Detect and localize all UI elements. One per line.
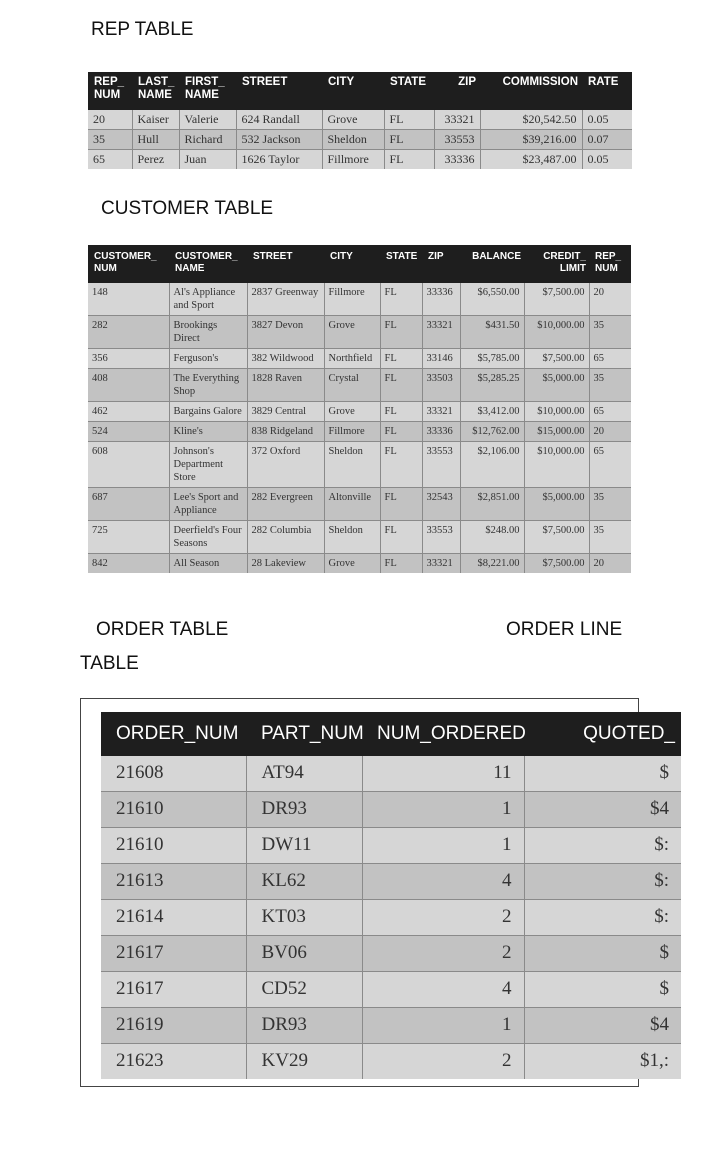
customer-row: [88, 521, 631, 554]
table-cell: Grove: [324, 554, 380, 574]
table-cell: 3827 Devon: [247, 316, 324, 349]
order-line-frame: [80, 698, 675, 1087]
table-cell: Johnson's Department Store: [169, 442, 247, 488]
table-cell: Sheldon: [324, 442, 380, 488]
table-cell: 356: [88, 349, 169, 369]
table-cell: Grove: [322, 110, 384, 130]
table-cell: 33321: [422, 554, 460, 574]
column-header-line: COMMISSION: [502, 76, 578, 88]
order-line-row: [101, 864, 681, 900]
table-cell: 20: [589, 422, 631, 442]
table-cell: 33553: [434, 130, 480, 150]
table-cell: FL: [380, 402, 422, 422]
rep-row: [88, 110, 632, 130]
customer-row: [88, 442, 631, 488]
order-line-header-row: [101, 712, 681, 756]
table-cell: 21610: [101, 792, 246, 828]
table-cell: Kaiser: [132, 110, 179, 130]
column-header-line: LAST_: [138, 76, 175, 88]
column-header-line: CUSTOMER_: [94, 251, 157, 262]
table-cell: $12,762.00: [460, 422, 524, 442]
column-header: [169, 245, 247, 283]
table-cell: 21614: [101, 900, 246, 936]
table-cell: 608: [88, 442, 169, 488]
column-header: [422, 245, 460, 283]
table-cell: $15,000.00: [524, 422, 589, 442]
column-header: [480, 72, 582, 110]
table-cell: 1: [362, 792, 524, 828]
table-cell: $6,550.00: [460, 283, 524, 316]
table-cell: 282 Columbia: [247, 521, 324, 554]
rep-header-row: [88, 72, 632, 110]
table-cell: $7,500.00: [524, 349, 589, 369]
table-cell: 21610: [101, 828, 246, 864]
column-header-line: STATE: [390, 76, 426, 88]
table-cell: $248.00: [460, 521, 524, 554]
table-cell: 532 Jackson: [236, 130, 322, 150]
table-cell: $5,285.25: [460, 369, 524, 402]
table-cell: FL: [380, 554, 422, 574]
table-cell: 65: [589, 402, 631, 422]
table-cell: 372 Oxford: [247, 442, 324, 488]
table-cell: Northfield: [324, 349, 380, 369]
table-cell: $20,542.50: [480, 110, 582, 130]
table-cell: Al's Appliance and Sport: [169, 283, 247, 316]
table-cell: Deerfield's Four Seasons: [169, 521, 247, 554]
table-cell: 21623: [101, 1044, 246, 1080]
table-cell: $5,785.00: [460, 349, 524, 369]
table-cell: AT94: [246, 756, 362, 792]
table-cell: $39,216.00: [480, 130, 582, 150]
table-cell: KT03: [246, 900, 362, 936]
rep-row: [88, 150, 632, 170]
column-header-line: NAME: [175, 263, 205, 274]
table-cell: 20: [589, 554, 631, 574]
table-cell: $5,000.00: [524, 369, 589, 402]
table-cell: 1: [362, 1008, 524, 1044]
table-cell: Fillmore: [324, 283, 380, 316]
table-cell: 382 Wildwood: [247, 349, 324, 369]
column-header-line: CREDIT_: [543, 251, 586, 262]
column-header-line: BALANCE: [472, 251, 521, 262]
column-header-line: CITY: [330, 251, 353, 262]
customer-row: [88, 402, 631, 422]
column-header-line: FIRST_: [185, 76, 225, 88]
column-header: [247, 245, 324, 283]
table-cell: FL: [380, 521, 422, 554]
table-cell: 842: [88, 554, 169, 574]
table-cell: DR93: [246, 792, 362, 828]
table-cell: Brookings Direct: [169, 316, 247, 349]
order-line-row: [101, 1044, 681, 1080]
table-cell: $: [524, 972, 681, 1008]
table-cell: 33321: [422, 402, 460, 422]
table-cell: FL: [380, 349, 422, 369]
table-cell: FL: [380, 442, 422, 488]
table-cell: 2: [362, 936, 524, 972]
table-cell: FL: [380, 488, 422, 521]
customer-row: [88, 349, 631, 369]
table-cell: 65: [589, 349, 631, 369]
column-header-line: NUM: [94, 263, 117, 274]
order-line-table: [101, 712, 681, 1079]
table-cell: Juan: [179, 150, 236, 170]
table-cell: $:: [524, 828, 681, 864]
table-cell: KL62: [246, 864, 362, 900]
table-cell: 35: [589, 316, 631, 349]
table-cell: 838 Ridgeland: [247, 422, 324, 442]
table-cell: 462: [88, 402, 169, 422]
table-cell: Perez: [132, 150, 179, 170]
table-cell: 282: [88, 316, 169, 349]
table-cell: Altonville: [324, 488, 380, 521]
table-cell: $5,000.00: [524, 488, 589, 521]
rep-table-caption: REP TABLE: [91, 19, 194, 40]
table-cell: 3829 Central: [247, 402, 324, 422]
table-cell: Sheldon: [322, 130, 384, 150]
column-header: [132, 72, 179, 110]
column-header-line: RATE: [588, 76, 619, 88]
table-cell: 33321: [422, 316, 460, 349]
order-line-row: [101, 972, 681, 1008]
column-header: [434, 72, 480, 110]
column-header-line: CUSTOMER_: [175, 251, 238, 262]
table-cell: 624 Randall: [236, 110, 322, 130]
table-cell: $10,000.00: [524, 442, 589, 488]
column-header-line: STATE: [386, 251, 418, 262]
table-cell: DR93: [246, 1008, 362, 1044]
table-caption: TABLE: [80, 653, 139, 674]
table-cell: $4: [524, 1008, 681, 1044]
customer-row: [88, 422, 631, 442]
table-cell: $7,500.00: [524, 554, 589, 574]
table-cell: The Everything Shop: [169, 369, 247, 402]
table-cell: KV29: [246, 1044, 362, 1080]
rep-row: [88, 130, 632, 150]
table-cell: 4: [362, 972, 524, 1008]
table-cell: 11: [362, 756, 524, 792]
column-header-line: NAME: [185, 89, 219, 101]
table-cell: 33336: [422, 422, 460, 442]
table-cell: All Season: [169, 554, 247, 574]
table-cell: 33146: [422, 349, 460, 369]
table-cell: 2: [362, 900, 524, 936]
table-cell: 0.05: [582, 150, 632, 170]
column-header: NUM_ORDERED: [362, 712, 524, 756]
table-cell: 0.05: [582, 110, 632, 130]
column-header: [322, 72, 384, 110]
table-cell: Kline's: [169, 422, 247, 442]
table-cell: Richard: [179, 130, 236, 150]
table-cell: 1: [362, 828, 524, 864]
table-cell: 524: [88, 422, 169, 442]
table-cell: Crystal: [324, 369, 380, 402]
table-cell: 21619: [101, 1008, 246, 1044]
table-cell: $3,412.00: [460, 402, 524, 422]
column-header-line: NUM: [595, 263, 618, 274]
column-header-line: STREET: [242, 76, 288, 88]
table-cell: 20: [589, 283, 631, 316]
table-cell: FL: [384, 130, 434, 150]
column-header-line: ZIP: [458, 76, 476, 88]
table-cell: 33321: [434, 110, 480, 130]
column-header: [236, 72, 322, 110]
table-cell: Grove: [324, 316, 380, 349]
table-cell: 725: [88, 521, 169, 554]
table-cell: Grove: [324, 402, 380, 422]
column-header: QUOTED_: [524, 712, 681, 756]
table-cell: FL: [384, 150, 434, 170]
column-header-line: CITY: [328, 76, 355, 88]
table-cell: $4: [524, 792, 681, 828]
table-cell: 33553: [422, 442, 460, 488]
customer-row: [88, 554, 631, 574]
table-cell: 33553: [422, 521, 460, 554]
order-line-row: [101, 792, 681, 828]
table-cell: $10,000.00: [524, 316, 589, 349]
column-header: ORDER_NUM: [101, 712, 246, 756]
table-cell: 2: [362, 1044, 524, 1080]
table-cell: 21617: [101, 972, 246, 1008]
table-cell: FL: [380, 422, 422, 442]
table-cell: 20: [88, 110, 132, 130]
table-cell: $2,106.00: [460, 442, 524, 488]
column-header: [380, 245, 422, 283]
table-cell: CD52: [246, 972, 362, 1008]
table-cell: 35: [589, 488, 631, 521]
column-header: PART_NUM: [246, 712, 362, 756]
table-cell: FL: [380, 369, 422, 402]
table-cell: 35: [589, 521, 631, 554]
table-cell: $: [524, 936, 681, 972]
customer-row: [88, 369, 631, 402]
column-header-line: STREET: [253, 251, 293, 262]
column-header-line: NUM: [94, 89, 121, 101]
table-cell: 282 Evergreen: [247, 488, 324, 521]
table-cell: DW11: [246, 828, 362, 864]
table-cell: $8,221.00: [460, 554, 524, 574]
column-header-line: ZIP: [428, 251, 444, 262]
table-cell: $: [524, 756, 681, 792]
column-header: [524, 245, 589, 283]
table-cell: 408: [88, 369, 169, 402]
table-cell: 65: [88, 150, 132, 170]
table-cell: $7,500.00: [524, 521, 589, 554]
order-line-row: [101, 828, 681, 864]
table-cell: 4: [362, 864, 524, 900]
order-table-caption: ORDER TABLE: [96, 619, 229, 640]
table-cell: 21608: [101, 756, 246, 792]
column-header: [88, 72, 132, 110]
table-cell: Bargains Galore: [169, 402, 247, 422]
table-cell: $431.50: [460, 316, 524, 349]
table-cell: $2,851.00: [460, 488, 524, 521]
table-cell: FL: [384, 110, 434, 130]
customer-header-row: [88, 245, 631, 283]
table-cell: 32543: [422, 488, 460, 521]
customer-row: [88, 488, 631, 521]
table-cell: 148: [88, 283, 169, 316]
table-cell: 1626 Taylor: [236, 150, 322, 170]
order-line-row: [101, 900, 681, 936]
customer-row: [88, 316, 631, 349]
table-cell: BV06: [246, 936, 362, 972]
table-cell: Fillmore: [324, 422, 380, 442]
table-cell: 21617: [101, 936, 246, 972]
column-header: [88, 245, 169, 283]
order-line-row: [101, 756, 681, 792]
table-cell: 0.07: [582, 130, 632, 150]
customer-table: [88, 245, 631, 573]
table-cell: $1,:: [524, 1044, 681, 1080]
table-cell: 33503: [422, 369, 460, 402]
column-header-line: REP_: [595, 251, 622, 262]
table-cell: $:: [524, 864, 681, 900]
column-header-line: NAME: [138, 89, 172, 101]
table-cell: Hull: [132, 130, 179, 150]
column-header: [179, 72, 236, 110]
table-cell: FL: [380, 283, 422, 316]
column-header: [460, 245, 524, 283]
table-cell: 35: [88, 130, 132, 150]
order-line-caption: ORDER LINE: [506, 619, 623, 640]
rep-table: [88, 72, 632, 169]
table-cell: Valerie: [179, 110, 236, 130]
table-cell: FL: [380, 316, 422, 349]
column-header-line: REP_: [94, 76, 125, 88]
table-cell: 33336: [434, 150, 480, 170]
column-header: [384, 72, 434, 110]
table-cell: $7,500.00: [524, 283, 589, 316]
column-header: [582, 72, 632, 110]
column-header: [589, 245, 631, 283]
table-cell: 1828 Raven: [247, 369, 324, 402]
table-cell: 65: [589, 442, 631, 488]
table-cell: 35: [589, 369, 631, 402]
table-cell: $10,000.00: [524, 402, 589, 422]
table-cell: Sheldon: [324, 521, 380, 554]
table-cell: Fillmore: [322, 150, 384, 170]
table-cell: 33336: [422, 283, 460, 316]
table-cell: Ferguson's: [169, 349, 247, 369]
table-cell: 28 Lakeview: [247, 554, 324, 574]
column-header-line: LIMIT: [559, 263, 586, 274]
table-cell: 2837 Greenway: [247, 283, 324, 316]
order-line-row: [101, 936, 681, 972]
table-cell: Lee's Sport and Appliance: [169, 488, 247, 521]
order-line-row: [101, 1008, 681, 1044]
column-header: [324, 245, 380, 283]
table-cell: 21613: [101, 864, 246, 900]
table-cell: $23,487.00: [480, 150, 582, 170]
table-cell: $:: [524, 900, 681, 936]
table-cell: 687: [88, 488, 169, 521]
customer-table-caption: CUSTOMER TABLE: [101, 198, 274, 219]
customer-row: [88, 283, 631, 316]
